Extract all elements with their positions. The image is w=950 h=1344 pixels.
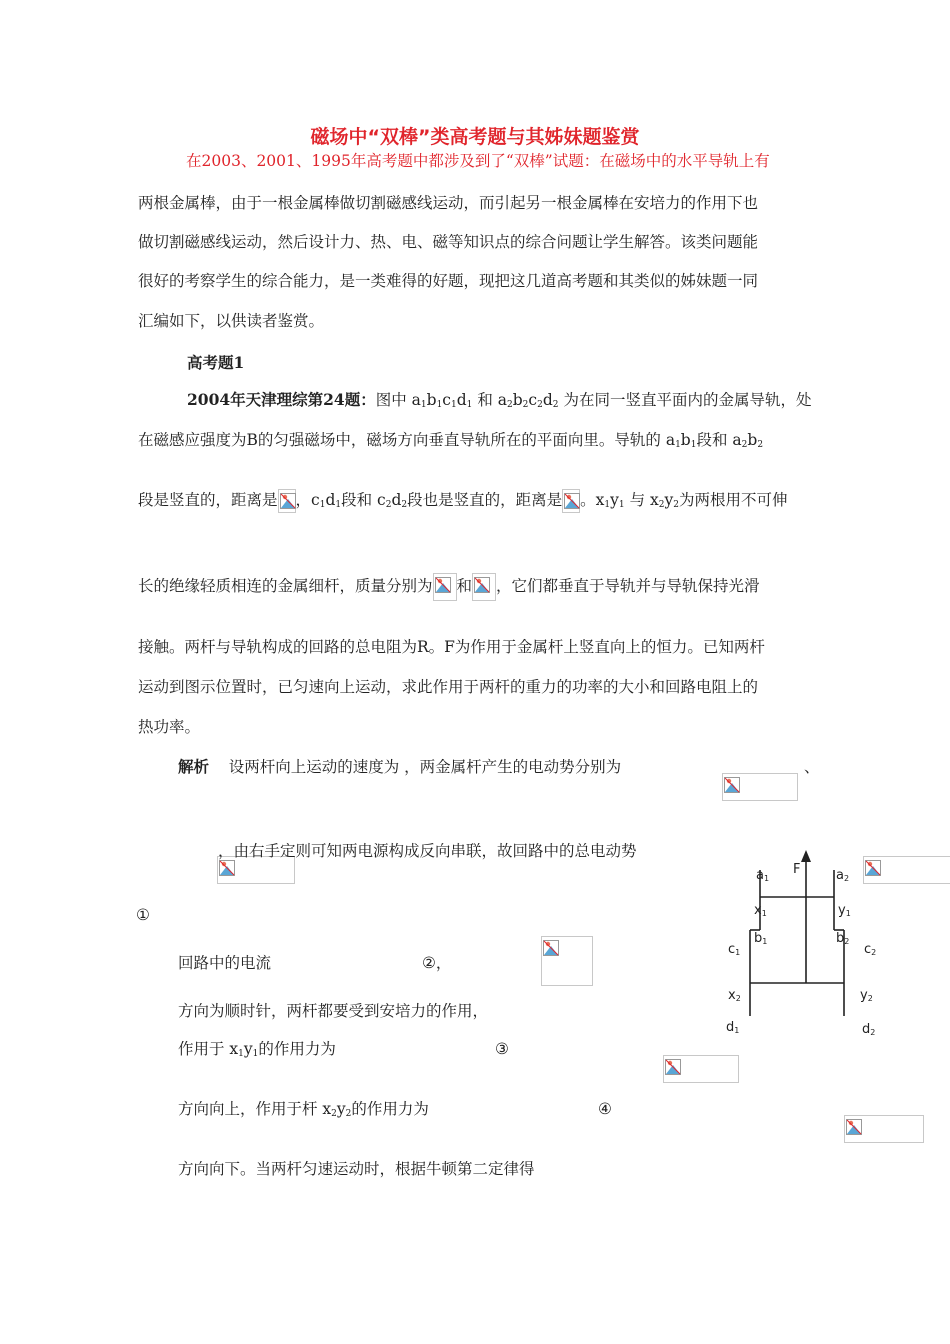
broken-image-icon [665,1059,681,1075]
broken-image-icon [564,493,580,509]
problem-text: 段是竖直的，距离是 [138,491,278,509]
solution-line-5: 作用于 $x_1y_1$的作用力为 [178,1040,336,1059]
label-y1: $y_1$ [838,903,851,918]
label-force: F [793,862,801,877]
label-d2: $d_2$ [862,1022,876,1037]
problem-text: 段也是竖直的，距离是 [407,491,563,509]
intro-line-2: 两根金属棒，由于一根金属棒做切割磁感线运动，而引起另一根金属棒在安培力的作用下也 [138,194,759,212]
solution-text: 的作用力为 [258,1040,336,1058]
problem-text: 图中 a [375,391,421,409]
problem-text: 和 a [477,391,507,409]
label-b1: $b_1$ [754,931,768,946]
solution-line-1 [178,756,621,778]
broken-image-icon [219,860,235,876]
equation-mark-2: ②， [422,954,452,972]
problem-text: 为两根用不可伸 [678,491,788,509]
problem-text: ，c [295,491,320,509]
label-c1: $c_1$ [728,942,741,957]
broken-image-icon [724,777,740,793]
formula-image [278,489,296,513]
formula-image [562,489,580,513]
problem-text: 。x [580,491,605,509]
label-x2: $x_2$ [728,988,741,1003]
broken-image-icon [543,940,559,956]
formula-image [472,573,496,601]
label-c2: $c_2$ [864,942,877,957]
intro-line-4: 很好的考察学生的综合能力，是一类难得的好题，现把这几道高考题和其类似的姊妹题一同 [138,272,759,290]
problem-text: 为在同一竖直平面内的金属导轨，处 [563,391,812,409]
rail-diagram [720,848,890,1048]
label-d1: $d_1$ [726,1020,740,1035]
intro-line-5: 汇编如下，以供读者鉴赏。 [138,312,325,330]
problem-text: 在磁感应强度为B的匀强磁场中，磁场方向垂直导轨所在的平面向里。导轨的 a [138,431,676,449]
solution-text: 的作用力为 [351,1100,429,1118]
solution-line-2: ，由右手定则可知两电源构成反向串联，故回路中的总电动势 [218,842,637,860]
problem-line-4 [138,573,760,601]
label-y2: $y_2$ [860,988,873,1003]
intro-line-3: 做切割磁感线运动，然后设计力、热、电、磁等知识点的综合问题让学生解答。该类问题能 [138,233,759,251]
label-x1: $x_1$ [754,903,767,918]
broken-image-icon [474,577,490,593]
problem-text: 段和 c [341,491,386,509]
solution-line-3: 回路中的电流 [178,954,272,972]
problem-text: 段和 a [696,431,742,449]
problem-line-3: 段是竖直的，距离是 ，$c_1d_1$段和 $c_2d_2$段也是竖直的，距离是 。$x_1y_1$ 与 $x_2y_2$为两根用不可伸 [138,489,787,513]
equation-mark-4: ④ [598,1100,612,1118]
broken-image-icon [846,1119,862,1135]
formula-image [541,936,593,986]
formula-image [844,1115,924,1143]
solution-label: 解析 [178,757,210,776]
solution-text: 方向向上，作用于杆 x [178,1100,332,1118]
formula-image [433,573,457,601]
problem-text: 与 x [629,491,659,509]
page-title: 磁场中“双棒”类高考题与其姊妹题鉴赏 [310,126,640,148]
broken-image-icon [435,577,451,593]
problem-line-7: 热功率。 [138,718,201,736]
label-b2: $b_2$ [836,931,850,946]
solution-line-4: 方向为顺时针，两杆都要受到安培力的作用， [178,1002,489,1020]
solution-text: 作用于 x [178,1040,239,1058]
problem-source: 2004年天津理综第24题： [187,390,376,409]
equation-mark-1: ① [136,906,150,924]
force-arrow-icon [801,850,811,862]
formula-image [722,773,798,801]
problem-line-5: 接触。两杆与导轨构成的回路的总电阻为R。F为作用于金属杆上竖直向上的恒力。已知两杆 [138,638,765,656]
solution-line-6: 方向向上，作用于杆 $x_2y_2$的作用力为 [178,1100,429,1119]
label-a1: $a_1$ [756,868,770,883]
equation-mark-3: ③ [495,1040,509,1058]
problem-text: 和 [456,577,473,595]
problem-line-1: 2004年天津理综第24题：图中 $a_1b_1c_1d_1$ 和 $a_2b_2c_2d_2$ 为在同一竖直平面内的金属导轨，处 [187,390,812,410]
intro-line-1: 在2003、2001、1995年高考题中都涉及到了“双棒”试题：在磁场中的水平导轨上有 [186,152,770,170]
label-a2: $a_2$ [836,868,850,883]
problem-line-2: 在磁感应强度为B的匀强磁场中，磁场方向垂直导轨所在的平面向里。导轨的 $a_1b_1$段和 $a_2b_2$ [138,431,764,450]
solution-text: 设两杆向上运动的速度为 ，两金属杆产生的电动势分别为 [228,758,622,776]
solution-punct: 、 [804,758,820,776]
problem-text: ，它们都垂直于导轨并与导轨保持光滑 [496,577,760,595]
formula-image [663,1055,739,1083]
solution-line-7: 方向向下。当两杆匀速运动时，根据牛顿第二定律得 [178,1160,535,1178]
problem-line-6: 运动到图示位置时，已匀速向上运动，求此作用于两杆的重力的功率的大小和回路电阻上的 [138,678,759,696]
problem-text: 长的绝缘轻质相连的金属细杆，质量分别为 [138,577,433,595]
broken-image-icon [280,493,296,509]
section-heading: 高考题1 [187,353,245,372]
